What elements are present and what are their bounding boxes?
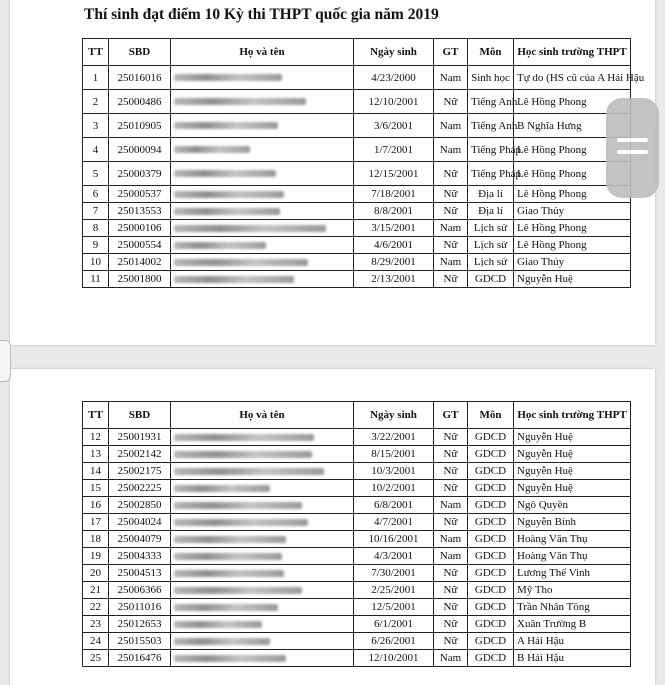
redacted-name-blur [174,170,276,177]
cell-gt: Nữ [434,599,468,616]
cell-tt: 15 [83,480,109,497]
cell-sbd: 25015503 [109,633,171,650]
cell-school: Hoàng Văn Thụ [514,531,631,548]
cell-school: B Hải Hậu [514,650,631,667]
redacted-name-blur [174,502,302,509]
redacted-name-blur [174,74,282,81]
redacted-name-blur [174,98,306,105]
cell-name-redacted [171,599,354,616]
cell-gt: Nữ [434,271,468,288]
cell-gt: Nam [434,114,468,138]
document-page-2 [10,369,655,685]
redacted-name-blur [174,276,294,283]
cell-tt: 19 [83,548,109,565]
table-row [83,237,631,254]
header-school: Học sinh trường THPT [514,39,631,66]
table-row [83,599,631,616]
table-row [83,446,631,463]
cell-tt: 14 [83,463,109,480]
cell-school: Lê Hồng Phong [514,237,631,254]
header-dob: Ngày sinh [354,39,434,66]
cell-dob: 3/22/2001 [354,429,434,446]
redacted-name-blur [174,468,324,475]
cell-name-redacted [171,203,354,220]
cell-subject: Tiếng Pháp [468,138,514,162]
cell-dob: 12/5/2001 [354,599,434,616]
redacted-name-blur [174,191,284,198]
cell-tt: 8 [83,220,109,237]
cell-dob: 6/8/2001 [354,497,434,514]
cell-sbd: 25002175 [109,463,171,480]
cell-dob: 8/8/2001 [354,203,434,220]
cell-tt: 7 [83,203,109,220]
cell-dob: 8/29/2001 [354,254,434,271]
cell-subject: GDCD [468,446,514,463]
cell-subject: GDCD [468,463,514,480]
cell-school: Xuân Trường B [514,616,631,633]
redacted-name-blur [174,485,270,492]
cell-gt: Nữ [434,90,468,114]
cell-subject: GDCD [468,480,514,497]
header-sbd: SBD [109,402,171,429]
table-row [83,114,631,138]
cell-dob: 10/3/2001 [354,463,434,480]
cell-dob: 12/15/2001 [354,162,434,186]
cell-dob: 6/1/2001 [354,616,434,633]
table-row [83,66,631,90]
cell-gt: Nữ [434,186,468,203]
cell-dob: 4/6/2001 [354,237,434,254]
cell-name-redacted [171,220,354,237]
cell-name-redacted [171,66,354,90]
cell-subject: GDCD [468,497,514,514]
table-row [83,650,631,667]
redacted-name-blur [174,208,280,215]
header-gt: GT [434,402,468,429]
redacted-name-blur [174,122,278,129]
cell-subject: Lịch sử [468,254,514,271]
table-row [83,220,631,237]
cell-sbd: 25016016 [109,66,171,90]
cell-dob: 6/26/2001 [354,633,434,650]
table-row [83,162,631,186]
cell-gt: Nam [434,254,468,271]
cell-school: Giao Thủy [514,203,631,220]
cell-tt: 21 [83,582,109,599]
table-row [83,203,631,220]
redacted-name-blur [174,225,326,232]
page-edge-marker [0,340,11,382]
cell-dob: 4/7/2001 [354,514,434,531]
cell-subject: GDCD [468,616,514,633]
cell-school: Nguyễn Huệ [514,271,631,288]
students-table-2 [82,401,631,667]
cell-sbd: 25000537 [109,186,171,203]
cell-name-redacted [171,162,354,186]
cell-sbd: 25012653 [109,616,171,633]
cell-sbd: 25013553 [109,203,171,220]
cell-sbd: 25002850 [109,497,171,514]
cell-school: Hoàng Văn Thụ [514,548,631,565]
table-row [83,531,631,548]
cell-gt: Nam [434,548,468,565]
cell-school: Nguyễn Bính [514,514,631,531]
cell-name-redacted [171,565,354,582]
cell-tt: 13 [83,446,109,463]
redacted-name-blur [174,259,308,266]
header-subject: Môn [468,402,514,429]
table-row [83,271,631,288]
cell-sbd: 25002225 [109,480,171,497]
cell-name-redacted [171,531,354,548]
header-tt: TT [83,402,109,429]
cell-tt: 9 [83,237,109,254]
cell-sbd: 25006366 [109,582,171,599]
cell-tt: 23 [83,616,109,633]
cell-subject: GDCD [468,565,514,582]
cell-gt: Nam [434,220,468,237]
cell-sbd: 25001800 [109,271,171,288]
cell-school: Mỹ Tho [514,582,631,599]
cell-school: Nguyễn Huệ [514,463,631,480]
redacted-name-blur [174,587,302,594]
cell-subject: GDCD [468,271,514,288]
cell-dob: 8/15/2001 [354,446,434,463]
cell-sbd: 25002142 [109,446,171,463]
cell-school: A Hải Hậu [514,633,631,650]
cell-subject: Tiếng Anh [468,90,514,114]
cell-subject: Tiếng Anh [468,114,514,138]
cell-gt: Nữ [434,446,468,463]
table-row [83,186,631,203]
cell-gt: Nam [434,650,468,667]
cell-gt: Nữ [434,633,468,650]
cell-gt: Nữ [434,514,468,531]
cell-dob: 3/6/2001 [354,114,434,138]
table-row [83,565,631,582]
table-row [83,514,631,531]
cell-name-redacted [171,271,354,288]
cell-gt: Nữ [434,463,468,480]
redacted-name-blur [174,242,266,249]
cell-sbd: 25016476 [109,650,171,667]
cell-school: Giao Thủy [514,254,631,271]
redacted-name-blur [174,519,308,526]
cell-gt: Nữ [434,565,468,582]
cell-dob: 2/13/2001 [354,271,434,288]
students-table-1 [82,38,645,288]
cell-school: Nguyễn Huệ [514,446,631,463]
cell-subject: Địa lí [468,203,514,220]
redacted-name-blur [174,434,314,441]
header-dob: Ngày sinh [354,402,434,429]
cell-tt: 22 [83,599,109,616]
cell-sbd: 25010905 [109,114,171,138]
document-page-1 [10,0,655,345]
cell-tt: 5 [83,162,109,186]
cell-name-redacted [171,480,354,497]
cell-name-redacted [171,633,354,650]
table-row [83,497,631,514]
cell-school: Lê Hồng Phong [514,220,631,237]
table-row [83,480,631,497]
cell-tt: 12 [83,429,109,446]
redacted-name-blur [174,451,312,458]
cell-sbd: 25000106 [109,220,171,237]
cell-subject: Địa lí [468,186,514,203]
cell-name-redacted [171,186,354,203]
cell-dob: 12/10/2001 [354,90,434,114]
cell-school: Lê Hồng Phong [514,138,631,162]
table-row [83,254,631,271]
cell-name-redacted [171,650,354,667]
redacted-name-blur [174,621,262,628]
cell-dob: 10/2/2001 [354,480,434,497]
table-header-row [83,39,631,66]
header-gt: GT [434,39,468,66]
redacted-name-blur [174,536,286,543]
cell-tt: 4 [83,138,109,162]
cell-subject: Sinh học [468,66,514,90]
cell-tt: 20 [83,565,109,582]
cell-gt: Nữ [434,582,468,599]
table-header-row [83,402,631,429]
table-row [83,90,631,114]
cell-dob: 2/25/2001 [354,582,434,599]
cell-dob: 7/30/2001 [354,565,434,582]
cell-gt: Nữ [434,162,468,186]
header-tt: TT [83,39,109,66]
cell-name-redacted [171,514,354,531]
cell-tt: 25 [83,650,109,667]
cell-gt: Nam [434,138,468,162]
cell-school: Lê Hồng Phong [514,186,631,203]
table-row [83,463,631,480]
redacted-name-blur [174,570,284,577]
cell-name-redacted [171,582,354,599]
cell-name-redacted [171,254,354,271]
cell-dob: 4/23/2000 [354,66,434,90]
cell-name-redacted [171,429,354,446]
cell-sbd: 25004024 [109,514,171,531]
cell-subject: Lịch sử [468,237,514,254]
header-school: Học sinh trường THPT [514,402,631,429]
header-subject: Môn [468,39,514,66]
cell-sbd: 25000486 [109,90,171,114]
cell-name-redacted [171,138,354,162]
cell-subject: GDCD [468,582,514,599]
cell-sbd: 25000094 [109,138,171,162]
cell-sbd: 25000554 [109,237,171,254]
cell-subject: GDCD [468,531,514,548]
cell-school: B Nghĩa Hưng [514,114,631,138]
cell-sbd: 25004513 [109,565,171,582]
cell-name-redacted [171,446,354,463]
cell-dob: 12/10/2001 [354,650,434,667]
table-row [83,633,631,650]
cell-subject: GDCD [468,650,514,667]
redacted-name-blur [174,553,282,560]
cell-tt: 18 [83,531,109,548]
cell-school: Tự do (HS cũ của A Hải Hậu [514,66,631,90]
cell-gt: Nữ [434,616,468,633]
cell-school: Lê Hồng Phong [514,162,631,186]
cell-name-redacted [171,90,354,114]
cell-sbd: 25011016 [109,599,171,616]
cell-sbd: 25004333 [109,548,171,565]
redacted-name-blur [174,655,286,662]
cell-dob: 3/15/2001 [354,220,434,237]
cell-name-redacted [171,616,354,633]
cell-name-redacted [171,114,354,138]
cell-subject: GDCD [468,599,514,616]
cell-tt: 16 [83,497,109,514]
cell-sbd: 25000379 [109,162,171,186]
header-sbd: SBD [109,39,171,66]
cell-school: Nguyễn Huệ [514,429,631,446]
cell-subject: GDCD [468,514,514,531]
cell-school: Trần Nhân Tông [514,599,631,616]
table-row [83,548,631,565]
redacted-name-blur [174,604,278,611]
scroll-handle[interactable] [606,98,659,198]
table-row [83,582,631,599]
cell-school: Lê Hồng Phong [514,90,631,114]
cell-tt: 6 [83,186,109,203]
redacted-name-blur [174,146,250,153]
header-name: Họ và tên [171,39,354,66]
cell-dob: 1/7/2001 [354,138,434,162]
cell-sbd: 25014002 [109,254,171,271]
cell-subject: GDCD [468,429,514,446]
cell-tt: 10 [83,254,109,271]
cell-tt: 24 [83,633,109,650]
cell-subject: GDCD [468,633,514,650]
cell-sbd: 25004079 [109,531,171,548]
cell-dob: 10/16/2001 [354,531,434,548]
cell-gt: Nam [434,497,468,514]
cell-gt: Nữ [434,237,468,254]
cell-gt: Nữ [434,480,468,497]
cell-name-redacted [171,463,354,480]
cell-tt: 3 [83,114,109,138]
cell-tt: 2 [83,90,109,114]
redacted-name-blur [174,638,270,645]
cell-school: Ngô Quyền [514,497,631,514]
cell-gt: Nữ [434,203,468,220]
cell-subject: Tiếng Pháp [468,162,514,186]
table-row [83,616,631,633]
cell-tt: 1 [83,66,109,90]
table-row [83,429,631,446]
cell-gt: Nam [434,531,468,548]
cell-sbd: 25001931 [109,429,171,446]
table-row [83,138,631,162]
cell-tt: 17 [83,514,109,531]
cell-dob: 4/3/2001 [354,548,434,565]
cell-name-redacted [171,497,354,514]
cell-subject: Lịch sử [468,220,514,237]
cell-subject: GDCD [468,548,514,565]
cell-gt: Nữ [434,429,468,446]
cell-name-redacted [171,237,354,254]
header-name: Họ và tên [171,402,354,429]
cell-school: Lương Thế Vinh [514,565,631,582]
page-title: Thí sinh đạt điểm 10 Kỳ thi THPT quốc gia năm 2019 [84,6,439,23]
cell-tt: 11 [83,271,109,288]
cell-school: Nguyễn Huệ [514,480,631,497]
cell-dob: 7/18/2001 [354,186,434,203]
cell-gt: Nam [434,66,468,90]
cell-name-redacted [171,548,354,565]
